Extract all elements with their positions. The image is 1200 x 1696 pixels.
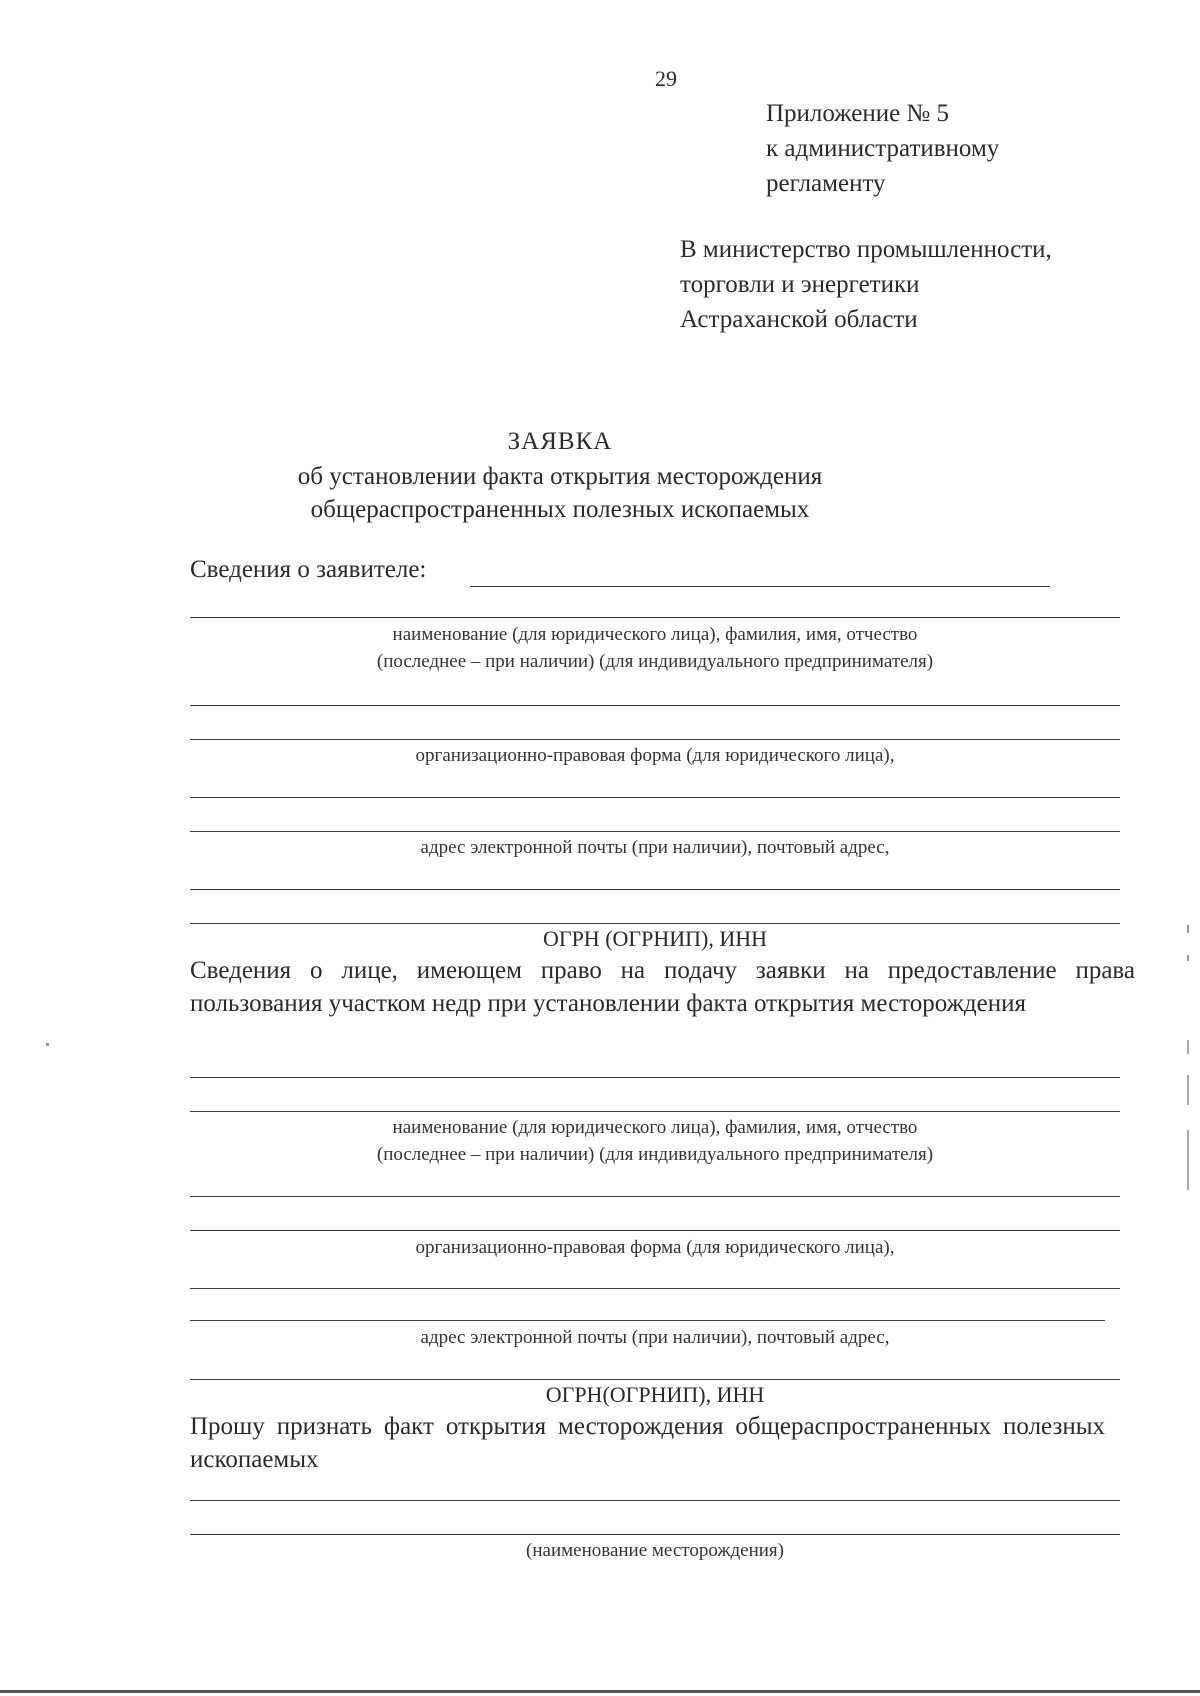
right-holder-name-hint-line-1: наименование (для юридического лица), фамилия, имя, отчество — [392, 1117, 918, 1138]
right-holder-field-line-4[interactable] — [190, 1230, 1120, 1231]
request-paragraph: Прошу признать факт открытия месторождения общераспространенных полезных ископаемых — [190, 1413, 1105, 1473]
right-holder-name-hint-line-2: (последнее – при наличии) (для индивидуального предпринимателя) — [376, 1144, 934, 1165]
right-holder-ogrn-hint: ОГРН(ОГРНИП), ИНН — [545, 1382, 765, 1407]
deposit-field-line-1[interactable] — [190, 1500, 1120, 1501]
addressee-line-3: Астраханской области — [680, 306, 918, 333]
scan-speck — [1187, 1075, 1189, 1105]
right-holder-field-line-6[interactable] — [190, 1320, 1105, 1321]
appendix-line-3: регламенту — [766, 170, 886, 197]
applicant-field-line-2[interactable] — [190, 705, 1120, 706]
deposit-field-line-2[interactable] — [190, 1534, 1120, 1535]
deposit-name-hint: (наименование месторождения) — [526, 1540, 784, 1561]
subtitle-line-2: общераспространенных полезных ископаемых — [310, 496, 810, 523]
right-holder-field-line-3[interactable] — [190, 1196, 1120, 1197]
page-number: 29 — [655, 66, 677, 91]
page-bottom-rule — [0, 1690, 1200, 1693]
scan-speck — [1187, 955, 1189, 961]
right-holder-field-line-5[interactable] — [190, 1288, 1120, 1289]
addressee-block — [680, 232, 1052, 337]
applicant-field-line-7[interactable] — [190, 923, 1120, 924]
appendix-line-2: к административному — [766, 135, 1000, 162]
subtitle-line-1: об установлении факта открытия месторождения — [297, 463, 823, 490]
applicant-field-line-1[interactable] — [190, 617, 1120, 618]
applicant-field-line-3[interactable] — [190, 739, 1120, 740]
applicant-inline-field-line[interactable] — [470, 586, 1050, 587]
applicant-name-hint — [190, 621, 1120, 675]
applicant-ogrn-hint: ОГРН (ОГРНИП), ИНН — [542, 926, 768, 951]
right-holder-field-line-1[interactable] — [190, 1077, 1120, 1078]
scan-speck — [1187, 1130, 1189, 1190]
right-holder-field-line-2[interactable] — [190, 1111, 1120, 1112]
document-subtitle — [0, 460, 1120, 526]
scan-speck — [46, 1043, 49, 1046]
applicant-address-hint: адрес электронной почты (при наличии), почтовый адрес, — [420, 837, 890, 858]
applicant-field-line-4[interactable] — [190, 797, 1120, 798]
addressee-line-2: торговли и энергетики — [680, 271, 920, 298]
right-holder-field-line-7[interactable] — [190, 1379, 1120, 1380]
applicant-field-line-6[interactable] — [190, 889, 1120, 890]
right-holder-address-hint: адрес электронной почты (при наличии), почтовый адрес, — [420, 1327, 890, 1348]
applicant-name-hint-line-2: (последнее – при наличии) (для индивидуального предпринимателя) — [376, 651, 934, 672]
applicant-label: Сведения о заявителе: — [190, 556, 427, 583]
addressee-line-1: В министерство промышленности, — [680, 236, 1052, 263]
scan-speck — [1187, 1040, 1189, 1054]
applicant-name-hint-line-1: наименование (для юридического лица), фамилия, имя, отчество — [392, 624, 918, 645]
right-holder-name-hint — [190, 1114, 1120, 1168]
right-holder-org-form-hint: организационно-правовая форма (для юридического лица), — [415, 1237, 895, 1258]
appendix-block — [766, 96, 999, 201]
appendix-line-1: Приложение № 5 — [766, 100, 950, 127]
applicant-field-line-5[interactable] — [190, 831, 1120, 832]
applicant-org-form-hint: организационно-правовая форма (для юридического лица), — [415, 745, 895, 766]
scan-speck — [1187, 925, 1189, 933]
document-title: ЗАЯВКА — [507, 428, 613, 455]
right-holder-paragraph: Сведения о лице, имеющем право на подачу заявки на предоставление права пользования участком недр при установлении факта открытия месторождения — [190, 957, 1135, 1017]
